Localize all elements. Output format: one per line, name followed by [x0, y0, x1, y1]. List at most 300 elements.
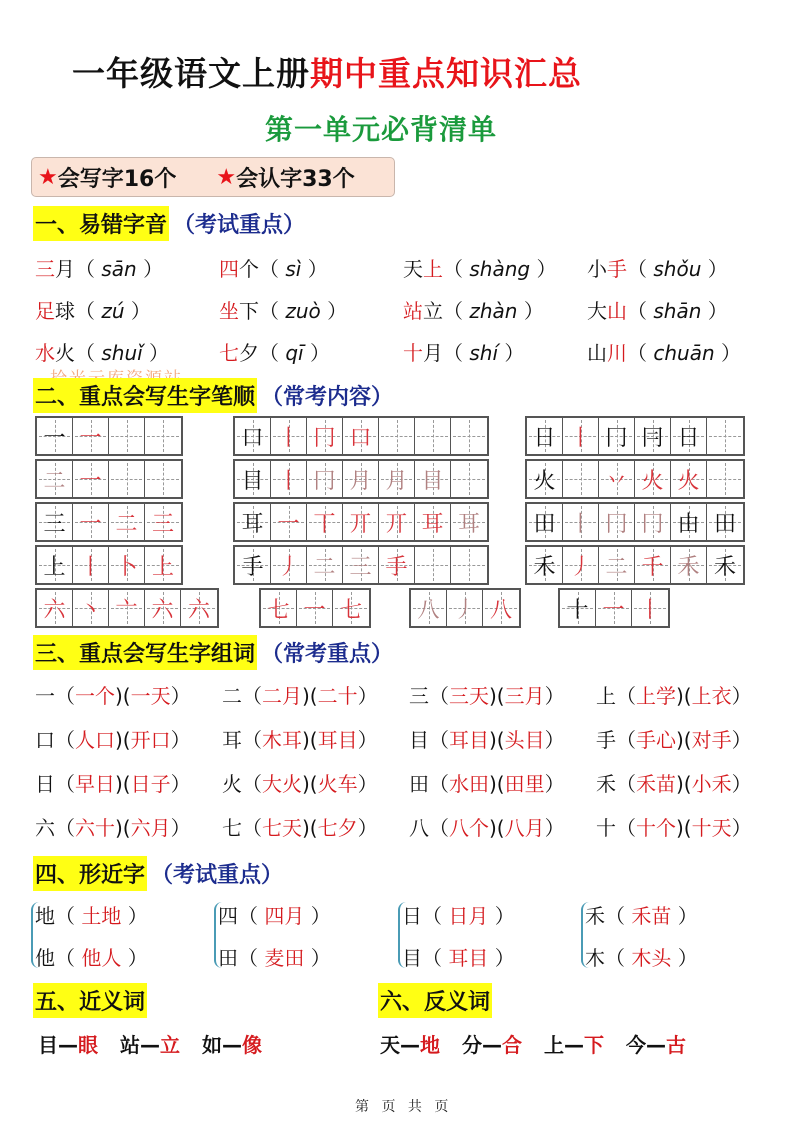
stroke-char: 月: [349, 468, 372, 494]
word-pair: [202, 1033, 262, 1057]
grid-cell: [671, 504, 707, 540]
similar-char-item: [402, 942, 515, 971]
stroke-char: 冂: [313, 425, 336, 451]
grid-cell: [145, 418, 181, 454]
paren: （: [242, 772, 262, 796]
paren: )(: [302, 772, 318, 796]
paren: ）: [714, 341, 741, 365]
stroke-grid: [35, 502, 183, 542]
pinyin: sān: [101, 257, 137, 281]
stroke-char: 丌: [349, 511, 372, 537]
char: 月: [423, 341, 443, 365]
stroke-char: 禾: [677, 554, 700, 580]
paren: （: [443, 257, 470, 281]
grid-cell: [307, 547, 343, 583]
highlight-char: 山: [607, 299, 627, 323]
stroke-char: 冂: [605, 511, 628, 537]
section-heading: 五、近义词: [33, 983, 147, 1018]
word-row: [35, 680, 783, 724]
char: 田: [218, 946, 238, 970]
paren: )(: [489, 772, 505, 796]
section-heading: 二、重点会写生字笔顺: [33, 378, 257, 413]
grid-cell: [307, 461, 343, 497]
grid-cell: [109, 461, 145, 497]
grid-cell: [145, 461, 181, 497]
word: 日月: [448, 904, 489, 928]
char: 上: [544, 1033, 564, 1057]
word-row: [35, 768, 783, 812]
paren: （: [55, 684, 75, 708]
word: 耳目: [449, 728, 489, 752]
paren: （: [616, 728, 636, 752]
pinyin-row: [35, 253, 771, 295]
char: 七: [222, 816, 242, 840]
dash: —: [58, 1033, 78, 1057]
stroke-char: 丨: [79, 554, 102, 580]
paren: （: [55, 904, 82, 928]
grid-cell: [73, 418, 109, 454]
highlight-char: 十: [403, 341, 423, 365]
word-group: [596, 768, 779, 812]
char: 火: [55, 341, 75, 365]
star-icon: ★: [38, 164, 58, 190]
word: 早日: [75, 772, 115, 796]
stroke-char: 丷: [605, 468, 628, 494]
highlight-char: 水: [35, 341, 55, 365]
paren: ）: [544, 684, 565, 708]
paren: （: [259, 341, 286, 365]
char: 耳: [222, 728, 242, 752]
grid-cell: [109, 590, 145, 626]
word-group: [596, 812, 779, 856]
stroke-char: 火: [641, 468, 664, 494]
paren: （: [429, 772, 449, 796]
word-group: [222, 812, 405, 856]
stroke-grid: [525, 416, 745, 456]
pinyin: zhàn: [469, 299, 518, 323]
section-5-heading: [33, 983, 147, 1018]
grid-cell: [343, 418, 379, 454]
highlight-char: 足: [35, 299, 55, 323]
paren: ）: [731, 816, 752, 840]
word: 他人: [81, 946, 122, 970]
paren: ）: [170, 816, 191, 840]
word: 六月: [130, 816, 171, 840]
stroke-char: 一: [79, 511, 102, 537]
paren: （: [422, 946, 449, 970]
paren: （: [259, 257, 286, 281]
stroke-char: 三: [151, 511, 174, 537]
count-box: [31, 157, 395, 197]
grid-cell: [599, 547, 635, 583]
stroke-char: 二: [115, 511, 138, 537]
grid-cell: [411, 590, 447, 626]
similar-char-item: [218, 942, 331, 971]
paren: )(: [302, 728, 318, 752]
char: 立: [423, 299, 443, 323]
grid-cell: [563, 504, 599, 540]
paren: （: [55, 728, 75, 752]
grid-cell: [415, 461, 451, 497]
pinyin: chuān: [653, 341, 715, 365]
grid-cell: [37, 547, 73, 583]
paren: （: [75, 341, 102, 365]
char: 口: [35, 728, 55, 752]
paren: （: [429, 728, 449, 752]
paren: )(: [115, 772, 131, 796]
paren: ）: [304, 946, 331, 970]
word: 七天: [262, 816, 302, 840]
grid-cell: [379, 547, 415, 583]
word: 日子: [130, 772, 171, 796]
paren: （: [238, 946, 265, 970]
highlight-char: 四: [219, 257, 239, 281]
grid-cell: [235, 547, 271, 583]
char: 禾: [596, 772, 616, 796]
page-footer: 第 页 共 页: [355, 1099, 453, 1115]
paren: ）: [731, 728, 752, 752]
word: 十个: [636, 816, 676, 840]
paren: ）: [517, 299, 544, 323]
grid-cell: [671, 418, 707, 454]
antonym-list: [380, 1029, 708, 1058]
highlight-char: 坐: [219, 299, 239, 323]
paren: ）: [303, 341, 330, 365]
stroke-char: 八: [489, 597, 512, 623]
similar-char-item: [585, 942, 698, 971]
pinyin: sì: [285, 257, 302, 281]
pinyin: shí: [469, 341, 499, 365]
word: 七夕: [317, 816, 358, 840]
similar-char-item: [585, 900, 698, 929]
paren: ）: [121, 904, 148, 928]
grid-cell: [307, 504, 343, 540]
char: 下: [239, 299, 259, 323]
section-1-heading: [33, 206, 305, 241]
grid-cell: [560, 590, 596, 626]
paren: ）: [121, 946, 148, 970]
grid-cell: [261, 590, 297, 626]
paren: （: [55, 816, 75, 840]
stroke-grid: [525, 545, 745, 585]
grid-cell: [235, 418, 271, 454]
word-group: [35, 768, 218, 812]
char: 目: [402, 946, 422, 970]
grid-cell: [599, 418, 635, 454]
pair-char: 地: [420, 1033, 440, 1057]
stroke-char: 八: [417, 597, 440, 623]
word-pair: [38, 1033, 98, 1057]
word: 六十: [75, 816, 115, 840]
paren: ）: [142, 341, 170, 365]
paren: ）: [170, 728, 191, 752]
pinyin: shuǐ: [101, 341, 143, 365]
stroke-char: 一: [79, 468, 102, 494]
recognize-count-label: 会认字33个: [236, 166, 355, 192]
char: 天: [380, 1033, 400, 1057]
stroke-char: 手: [241, 554, 264, 580]
stroke-char: 日: [533, 425, 556, 451]
word-pair: [380, 1033, 440, 1057]
grid-cell: [415, 504, 451, 540]
char: 目: [409, 728, 429, 752]
char: 手: [596, 728, 616, 752]
char: 山: [587, 341, 607, 365]
grid-cell: [563, 418, 599, 454]
char: 小: [587, 257, 607, 281]
grid-cell: [527, 418, 563, 454]
stroke-char: 上: [43, 554, 66, 580]
grid-cell: [271, 418, 307, 454]
paren: ）: [488, 946, 515, 970]
paren: （: [443, 299, 470, 323]
grid-cell: [632, 590, 668, 626]
grid-cell: [527, 547, 563, 583]
pair-char: 立: [160, 1033, 180, 1057]
char: 六: [35, 816, 55, 840]
grid-cell: [235, 504, 271, 540]
stroke-grid: [35, 545, 183, 585]
paren: （: [616, 684, 636, 708]
paren: （: [55, 772, 75, 796]
word: 上学: [636, 684, 676, 708]
stroke-char: 三: [349, 554, 372, 580]
star-icon: ★: [216, 164, 237, 190]
stroke-char: 丿: [569, 554, 592, 580]
paren: （: [605, 904, 632, 928]
stroke-char: 火: [533, 468, 556, 494]
paren: （: [429, 816, 449, 840]
word: 田里: [504, 772, 545, 796]
paren: ）: [357, 728, 378, 752]
paren: ）: [731, 684, 752, 708]
grid-cell: [379, 418, 415, 454]
grid-cell: [563, 461, 599, 497]
grid-cell: [37, 504, 73, 540]
grid-cell: [343, 547, 379, 583]
word-group: [409, 724, 592, 768]
pinyin-item: [219, 337, 403, 379]
similar-char-item: [402, 900, 515, 929]
char: 田: [409, 772, 429, 796]
word: 禾苗: [631, 904, 672, 928]
word: 大火: [262, 772, 302, 796]
paren: )(: [676, 772, 692, 796]
paren: ）: [136, 257, 164, 281]
dash: —: [140, 1033, 160, 1057]
grid-cell: [635, 461, 671, 497]
stroke-char: 一: [79, 425, 102, 451]
char: 今: [626, 1033, 646, 1057]
grid-cell: [483, 590, 519, 626]
grid-cell: [181, 590, 217, 626]
stroke-char: 口: [241, 425, 264, 451]
dash: —: [564, 1033, 584, 1057]
stroke-char: 田: [713, 511, 736, 537]
pinyin-item: [219, 253, 403, 295]
stroke-char: 二: [605, 554, 628, 580]
paren: )(: [489, 684, 505, 708]
pinyin: qī: [285, 341, 304, 365]
word-row: [35, 724, 783, 768]
grid-cell: [707, 418, 743, 454]
stroke-grid: [259, 588, 371, 628]
stroke-char: 日: [677, 425, 700, 451]
word: 对手: [691, 728, 732, 752]
grid-cell: [671, 461, 707, 497]
grid-cell: [109, 547, 145, 583]
stroke-char: 一: [43, 425, 66, 451]
pinyin: zuò: [285, 299, 321, 323]
paren: ）: [701, 299, 728, 323]
grid-cell: [73, 504, 109, 540]
page-title: [72, 48, 582, 95]
grid-cell: [145, 504, 181, 540]
word-group: [222, 724, 405, 768]
stroke-char: 耳: [421, 511, 444, 537]
similar-char-item: [218, 900, 331, 929]
grid-cell: [343, 461, 379, 497]
stroke-char: 三: [43, 511, 66, 537]
similar-char-item: [35, 900, 148, 929]
paren: （: [616, 816, 636, 840]
word-group: [409, 768, 592, 812]
section-heading: 四、形近字: [33, 856, 147, 891]
word: 二月: [262, 684, 302, 708]
char: 上: [596, 684, 616, 708]
word-group: [409, 812, 592, 856]
stroke-char: 丶: [79, 597, 102, 623]
char: 日: [35, 772, 55, 796]
paren: （: [616, 772, 636, 796]
pinyin: shàng: [469, 257, 531, 281]
stroke-char: 田: [533, 511, 556, 537]
pinyin-list: [35, 253, 771, 379]
pinyin-item: [403, 253, 587, 295]
word: 八个: [449, 816, 489, 840]
stroke-char: 丿: [277, 554, 300, 580]
paren: )(: [115, 728, 131, 752]
grid-cell: [333, 590, 369, 626]
word: 木耳: [262, 728, 302, 752]
char: 二: [222, 684, 242, 708]
stroke-char: 丌: [385, 511, 408, 537]
grid-cell: [271, 461, 307, 497]
char: 球: [55, 299, 75, 323]
section-note: （考试重点）: [173, 213, 306, 238]
paren: （: [242, 684, 262, 708]
stroke-grid: [558, 588, 670, 628]
grid-cell: [271, 547, 307, 583]
grid-cell: [596, 590, 632, 626]
highlight-char: 三: [35, 257, 55, 281]
paren: （: [242, 728, 262, 752]
paren: ）: [530, 257, 557, 281]
grid-cell: [109, 418, 145, 454]
paren: )(: [115, 684, 131, 708]
paren: ）: [357, 684, 378, 708]
word-pair: [462, 1033, 522, 1057]
grid-cell: [527, 504, 563, 540]
char: 十: [596, 816, 616, 840]
char: 地: [35, 904, 55, 928]
grid-cell: [451, 504, 487, 540]
grid-cell: [379, 504, 415, 540]
paren: （: [238, 904, 265, 928]
stroke-grid: [409, 588, 521, 628]
paren: （: [443, 341, 470, 365]
pair-char: 眼: [78, 1033, 98, 1057]
word: 耳目: [448, 946, 489, 970]
paren: ）: [731, 772, 752, 796]
char: 火: [222, 772, 242, 796]
grid-cell: [635, 504, 671, 540]
paren: （: [75, 257, 102, 281]
stroke-char: 上: [151, 554, 174, 580]
highlight-char: 上: [423, 257, 443, 281]
section-note: （常考重点）: [261, 642, 394, 667]
paren: （: [422, 904, 449, 928]
paren: )(: [676, 684, 692, 708]
highlight-char: 手: [607, 257, 627, 281]
section-2-heading: [33, 378, 393, 413]
word: 火车: [317, 772, 358, 796]
grid-cell: [73, 461, 109, 497]
stroke-char: 亠: [115, 597, 138, 623]
grid-cell: [145, 547, 181, 583]
word: 小禾: [691, 772, 732, 796]
stroke-char: 丿: [453, 597, 476, 623]
pair-char: 下: [584, 1033, 604, 1057]
stroke-char: 目: [421, 468, 444, 494]
write-count: [32, 162, 176, 193]
char: 三: [409, 684, 429, 708]
stroke-char: 一: [277, 511, 300, 537]
word: 头目: [504, 728, 545, 752]
char: 站: [120, 1033, 140, 1057]
stroke-grid: [525, 502, 745, 542]
word: 十天: [691, 816, 732, 840]
word-row: [35, 812, 783, 856]
stroke-char: 冃: [641, 425, 664, 451]
pinyin-item: [587, 253, 771, 295]
section-heading: 六、反义词: [378, 983, 492, 1018]
section-6-heading: [378, 983, 492, 1018]
write-count-label: 会写字16个: [57, 166, 177, 192]
char: 四: [218, 904, 238, 928]
grid-cell: [109, 504, 145, 540]
word: 水田: [449, 772, 489, 796]
paren: ）: [488, 904, 515, 928]
grid-cell: [37, 590, 73, 626]
grid-cell: [635, 547, 671, 583]
pinyin: shǒu: [653, 257, 702, 281]
char: 日: [402, 904, 422, 928]
word-pair: [544, 1033, 604, 1057]
paren: ）: [544, 816, 565, 840]
stroke-char: 禾: [533, 554, 556, 580]
dash: —: [400, 1033, 420, 1057]
stroke-char: 冂: [313, 468, 336, 494]
stroke-grid: [233, 545, 489, 585]
recognize-count: [210, 162, 354, 193]
word: 人口: [75, 728, 115, 752]
paren: （: [627, 341, 654, 365]
stroke-char: 千: [641, 554, 664, 580]
page-subtitle: 第一单元必背清单: [265, 113, 498, 146]
stroke-char: 冂: [605, 425, 628, 451]
synonym-list: [38, 1029, 284, 1058]
